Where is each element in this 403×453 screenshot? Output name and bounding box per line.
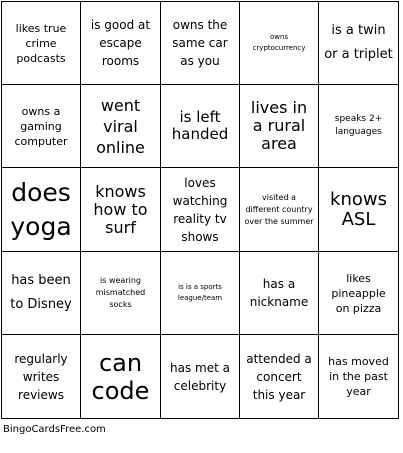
bingo-cell[interactable]: [81, 168, 161, 252]
bingo-cell[interactable]: [161, 252, 240, 335]
bingo-cell[interactable]: [240, 335, 319, 419]
cell-text: is left handed: [171, 108, 229, 143]
bingo-cell[interactable]: [81, 85, 161, 168]
cell-text: speaks 2+ languages: [334, 114, 383, 137]
cell-text: is is a sports league/team: [177, 283, 223, 302]
cell-text: is good at escape rooms: [90, 18, 151, 68]
bingo-cell[interactable]: [2, 2, 81, 85]
bingo-cell[interactable]: [319, 335, 399, 419]
cell-text: regularly writes reviews: [14, 351, 68, 402]
cell-text: owns a gaming computer: [14, 104, 68, 148]
bingo-cell[interactable]: [240, 85, 319, 168]
bingo-cell[interactable]: [319, 2, 399, 85]
bingo-cell[interactable]: [161, 2, 240, 85]
bingo-cell[interactable]: [2, 335, 81, 419]
cell-text: has a nickname: [249, 277, 309, 309]
cell-text: does yoga: [10, 177, 72, 241]
bingo-grid: [1, 1, 399, 419]
cell-text: has been to Disney: [10, 273, 72, 312]
bingo-cell[interactable]: [319, 252, 399, 335]
bingo-cell[interactable]: [81, 252, 161, 335]
bingo-cell[interactable]: [319, 85, 399, 168]
bingo-cell[interactable]: [2, 252, 81, 335]
bingo-cell[interactable]: [2, 168, 81, 252]
bingo-cell[interactable]: [81, 335, 161, 419]
cell-text: can code: [91, 348, 150, 405]
cell-text: likes true crime podcasts: [15, 21, 67, 65]
bingo-cell[interactable]: [2, 85, 81, 168]
bingo-cell[interactable]: [240, 168, 319, 252]
cell-text: has moved in the past year: [328, 355, 389, 398]
cell-text: has met a celebrity: [170, 360, 230, 393]
cell-text: attended a concert this year: [246, 351, 312, 402]
cell-text: lives in a rural area: [250, 98, 308, 153]
site-credit: BingoCardsFree.com: [3, 424, 106, 435]
cell-text: likes pineapple on pizza: [331, 271, 386, 315]
cell-text: knows how to surf: [93, 181, 148, 237]
bingo-cell[interactable]: [240, 2, 319, 85]
bingo-cell[interactable]: [319, 168, 399, 252]
bingo-cell[interactable]: [240, 252, 319, 335]
cell-text: owns the same car as you: [172, 18, 228, 68]
bingo-cell[interactable]: [161, 85, 240, 168]
cell-text: visited a different country over the summer: [244, 192, 314, 226]
bingo-cell[interactable]: [161, 168, 240, 252]
cell-text: loves watching reality tv shows: [172, 175, 228, 244]
cell-text: went viral online: [96, 95, 145, 157]
cell-text: knows ASL: [330, 188, 387, 230]
bingo-cell[interactable]: [81, 2, 161, 85]
cell-text: is wearing mismatched socks: [95, 276, 146, 309]
bingo-cell[interactable]: [161, 335, 240, 419]
cell-text: is a twin or a triplet: [324, 23, 393, 62]
cell-text: owns cryptocurrency: [252, 33, 306, 52]
